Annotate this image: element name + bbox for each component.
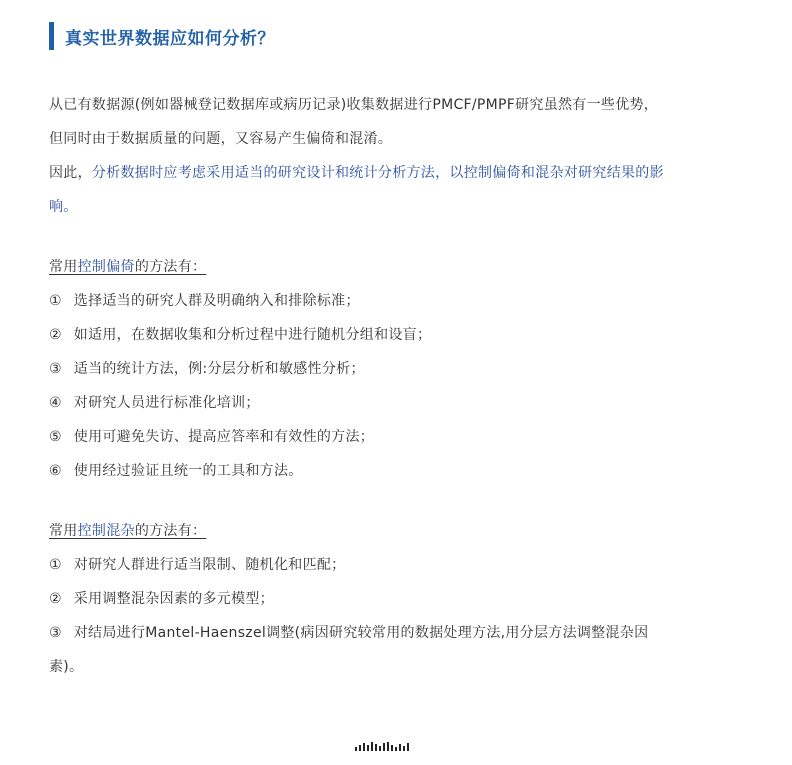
heading-accent-bar [49,22,54,50]
item-number: ① [49,557,62,573]
list-item [49,582,739,616]
list-item [49,454,739,488]
item-number: ⑥ [49,463,62,479]
list-item [49,616,739,650]
item-text: 如适用，在数据收集和分析过程中进行随机分组和设盲； [73,327,432,343]
list-item-continuation: 素)。 [49,659,84,675]
intro-emphasis: 分析数据时应考虑采用适当的研究设计和统计分析方法，以控制偏倚和混杂对研究结果的影 [91,165,664,181]
item-number: ① [49,293,62,309]
intro-line-2: 但同时由于数据质量的问题，又容易产生偏倚和混淆。 [49,131,393,147]
bias-section-title [49,250,739,284]
confound-title-suffix: 的方法有： [134,523,207,539]
intro-line-4: 响。 [49,199,78,215]
bias-title-prefix: 常用 [49,259,78,275]
page-title: 真实世界数据应如何分析？ [65,28,275,49]
section-heading [49,22,275,50]
list-item [49,386,739,420]
list-item [49,548,739,582]
bias-title-link[interactable]: 控制偏倚 [77,259,135,275]
item-text: 对研究人员进行标准化培训； [73,395,260,411]
confound-title-wrapper [49,523,206,539]
list-item [49,420,739,454]
intro-line-3 [49,156,739,190]
item-number: ⑤ [49,429,62,445]
spacer [49,224,739,250]
item-text: 适当的统计方法，例:分层分析和敏感性分析； [73,361,365,377]
confound-section-title [49,514,739,548]
list-item [49,352,739,386]
list-item [49,284,739,318]
item-text: 选择适当的研究人群及明确纳入和排除标准； [73,293,360,309]
item-text: 使用可避免失访、提高应答率和有效性的方法； [73,429,375,445]
audio-wave-icon [355,742,409,751]
intro-prefix: 因此， [49,165,92,181]
item-number: ④ [49,395,62,411]
item-text: 使用经过验证且统一的工具和方法。 [73,463,303,479]
item-number: ② [49,591,62,607]
item-text: 对结局进行Mantel-Haenszel调整(病因研究较常用的数据处理方法,用分层方法调整混杂因 [69,625,649,641]
item-number: ③ [49,625,62,641]
intro-line-1: 从已有数据源(例如器械登记数据库或病历记录)收集数据进行PMCF/PMPF研究虽然有一些优势， [49,97,659,113]
article-body [49,88,739,684]
item-text: 采用调整混杂因素的多元模型； [73,591,274,607]
confound-title-prefix: 常用 [49,523,78,539]
confound-title-link[interactable]: 控制混杂 [77,523,135,539]
bias-title-wrapper [49,259,206,275]
item-text: 对研究人群进行适当限制、随机化和匹配； [73,557,346,573]
bias-title-suffix: 的方法有： [134,259,207,275]
spacer [49,488,739,514]
list-item [49,318,739,352]
item-number: ③ [49,361,62,377]
item-number: ② [49,327,62,343]
